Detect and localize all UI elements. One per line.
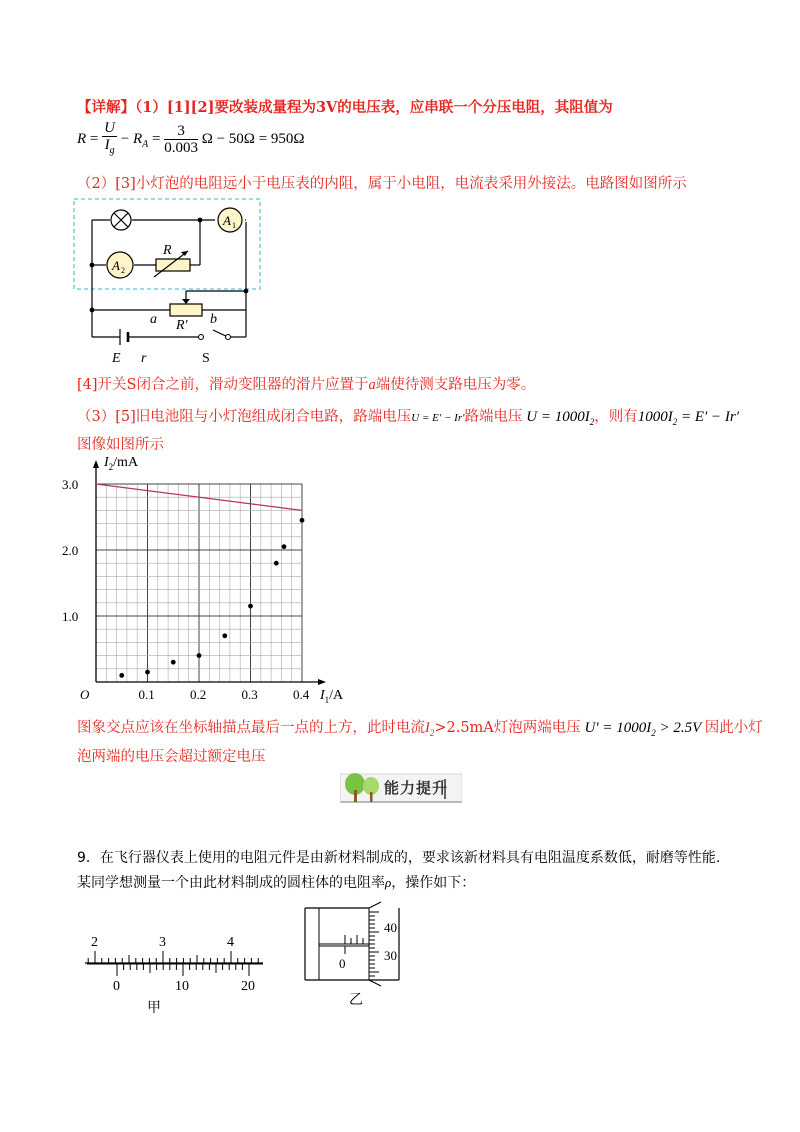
svg-text:a: a [150,312,157,327]
y-axis-arrow [93,460,99,468]
y-tick-label: 1.0 [62,609,79,624]
x-tick-label: 0.3 [241,687,258,702]
solution-part1: （1）[1][2]要改装成量程为3V的电压表，应串联一个分压电阻，其阻值为 [135,99,613,116]
data-point [300,518,305,523]
main-scale-label: 2 [91,935,98,950]
data-point [274,561,279,566]
section-badge-label: 能力提升 [384,779,449,797]
micrometer-zero-label: 0 [339,956,346,971]
micrometer-caption: 乙 [349,993,363,1008]
problem-line1: 9．在飞行器仪表上使用的电阻元件是由新材料制成的，要求该新材料具有电阻温度系数低，耐磨等性能. [77,850,721,866]
svg-text:E: E [112,351,121,366]
svg-text:2: 2 [121,266,125,275]
vernier-scale-label: 10 [175,979,189,994]
svg-text:R: R [163,243,172,258]
vernier-scale-label: 0 [113,979,120,994]
section-badge-ability [340,770,462,804]
circuit-diagram [70,195,270,367]
x-tick-label: 0.4 [293,687,310,702]
svg-text:S: S [202,351,210,366]
vernier-scale-label: 20 [241,979,255,994]
data-point [171,660,176,665]
micrometer-label-40: 40 [384,920,397,935]
chart-i2-vs-i1 [60,450,360,705]
ammeter-a2-icon [107,252,133,278]
micrometer-label-30: 30 [384,948,397,963]
solution-part2: （2）[3]小灯泡的电阻远小于电压表的内阻，属于小电阻，电流表采用外接法。电路图如图所示 [77,176,687,192]
problem-line2: 某同学想测量一个由此材料制成的圆柱体的电阻率ρ，操作如下： [77,875,476,891]
solution-part3-line2: 图像如图所示 [77,437,164,453]
y-axis-label: $I_2/mA$ [104,455,139,472]
data-point [282,544,287,549]
data-point [119,673,124,678]
rheostat-icon [150,299,217,333]
svg-text:1: 1 [232,221,236,230]
svg-text:b: b [210,312,217,327]
data-point [197,653,202,658]
data-point [248,604,253,609]
svg-text:A: A [223,213,231,228]
main-scale-label: 3 [159,935,166,950]
data-point [145,670,150,675]
solution-part3: （3）[5]旧电池阻与小灯泡组成闭合电路，路端电压U = E′ − Ir′路端电压 $U = 1000I_2$，则有$1000I_2 = E' - Ir'$ [77,409,740,427]
vernier-caliper-reading [75,928,275,1016]
battery-icon [111,329,147,366]
solution-heading: 【详解】 [77,99,135,116]
y-tick-label: 2.0 [62,543,79,558]
lamp-icon [111,210,131,230]
ammeter-a1-icon [218,208,242,232]
x-axis-label: $I_1/A$ [320,688,344,705]
svg-text:R′: R′ [176,318,188,333]
x-tick-label: 0.1 [138,687,155,702]
origin-label: O [80,687,90,702]
data-point [222,633,227,638]
main-scale-label: 4 [227,935,234,950]
solution-conclusion-line2: 泡两端的电压会超过额定电压 [77,749,266,765]
caliper-caption: 甲 [147,1001,161,1016]
x-axis-arrow [318,679,326,685]
formula-resistance: R = $\frac{U}{I_g}$ − $R_A$ = $\frac{3}{0.003}$ Ω − 50Ω = 950Ω [77,120,305,156]
x-tick-label: 0.2 [190,687,207,702]
svg-text:A: A [112,258,120,273]
solution-conclusion: 图象交点应该在坐标轴描点最后一点的上方，此时电流$I_2>2.5mA$灯泡两端电压 $U' = 1000I_2 > 2.5V$ 因此小灯 [77,720,763,738]
micrometer-reading [295,900,415,1010]
svg-text:r: r [141,351,147,366]
chart-grid [96,484,302,682]
y-tick-label: 3.0 [62,477,79,492]
switch-icon [199,335,231,367]
variable-resistor-icon [154,243,190,277]
solution-part2b: [4]开关S闭合之前，滑动变阻器的滑片应置于a端使待测支路电压为零。 [77,377,536,393]
